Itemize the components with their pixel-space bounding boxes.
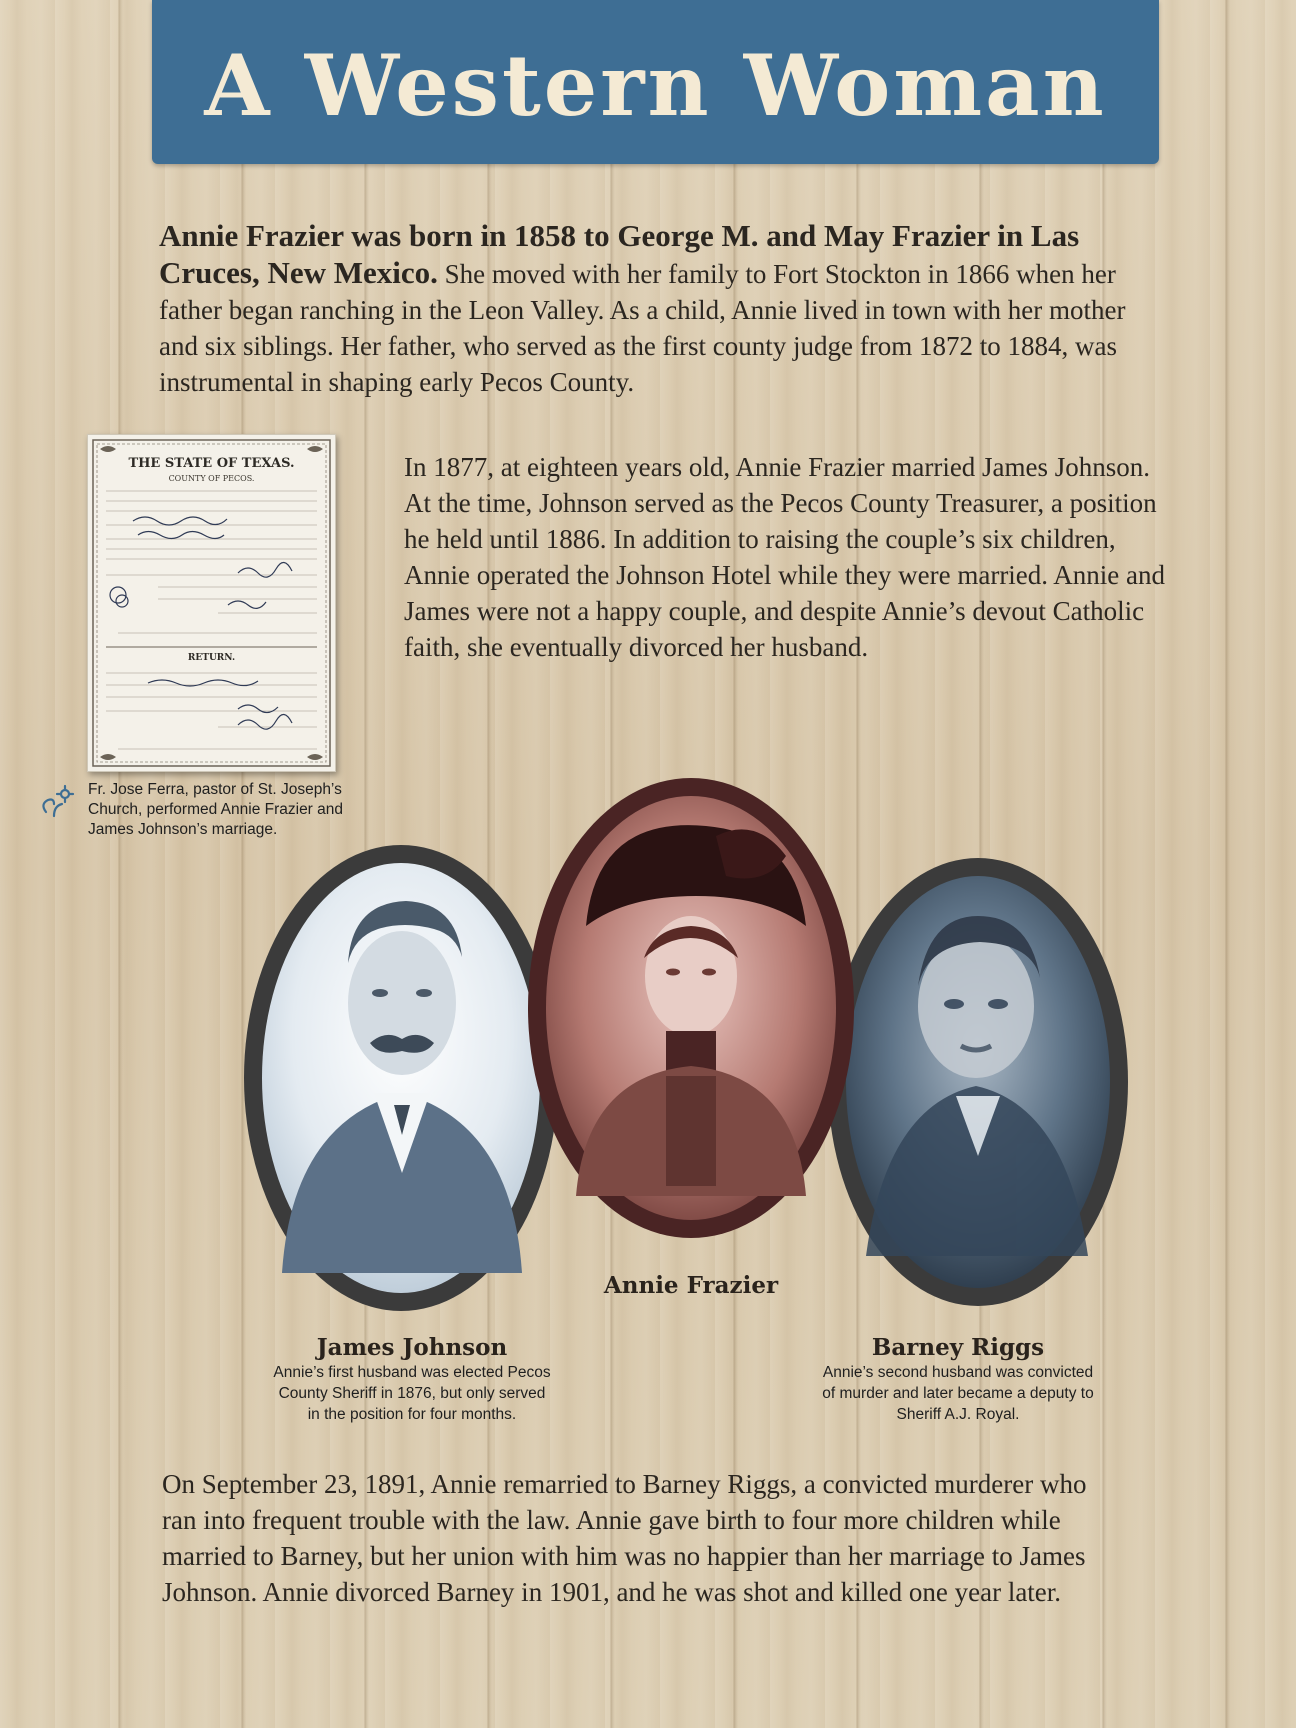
portrait-barney-riggs — [826, 856, 1130, 1308]
annie-frazier-name: Annie Frazier — [603, 1272, 779, 1299]
barney-riggs-description: Annie’s second husband was convicted of murder and later became a deputy to Sheriff A.J. Royal. — [822, 1364, 1094, 1423]
certificate-heading: THE STATE OF TEXAS. — [128, 456, 295, 471]
intro-paragraph — [159, 218, 1149, 400]
intro-lead: Annie Frazier was born in 1858 to George M. and May Frazier in Las Cruces, New Mexico. — [159, 218, 1080, 290]
portrait-james-johnson — [242, 843, 560, 1313]
closing-paragraph: On September 23, 1891, Annie remarried to Barney Riggs, a convicted murderer who ran into frequent trouble with the law. Annie gave birth to four more children while married to Barney, but her union with him was no happier than her marriage to James Johnson. Annie divorced Barney in 1901, and he was shot and killed one year later. — [162, 1469, 1087, 1607]
barney-riggs-name: Barney Riggs — [871, 1334, 1045, 1361]
title-banner — [152, 0, 1159, 164]
certificate-caption: Fr. Jose Ferra, pastor of St. Joseph’s Church, performed Annie Frazier and James Johnson’s marriage. — [88, 781, 344, 838]
certificate-county: COUNTY OF PECOS. — [168, 474, 255, 483]
certificate-return-heading: RETURN. — [187, 653, 236, 663]
marriage-certificate-image — [87, 434, 336, 772]
page-title: A Western Woman — [204, 35, 1107, 135]
portrait-annie-frazier — [526, 776, 856, 1240]
marriage-paragraph: In 1877, at eighteen years old, Annie Frazier married James Johnson. At the time, Johnson served as the Pecos County Treasurer, a position he held until 1886. In addition to raising the couple’s six children, Annie operated the Johnson Hotel while they were married. Annie and James were not a happy couple, and despite Annie’s devout Catholic faith, she eventually divorced her husband. — [404, 452, 1166, 662]
james-johnson-name: James Johnson — [316, 1334, 508, 1361]
intro-text: She moved with her family to Fort Stockton in 1866 when her father began ranching in the Leon Valley. As a child, Annie lived in town with her mother and six siblings. Her father, who served as the first county judge from 1872 to 1884, was instrumental in shaping early Pecos County. — [159, 259, 1126, 397]
flourish-icon — [38, 782, 76, 822]
james-johnson-description: Annie’s first husband was elected Pecos County Sheriff in 1876, but only served in the position for four months. — [273, 1364, 551, 1423]
